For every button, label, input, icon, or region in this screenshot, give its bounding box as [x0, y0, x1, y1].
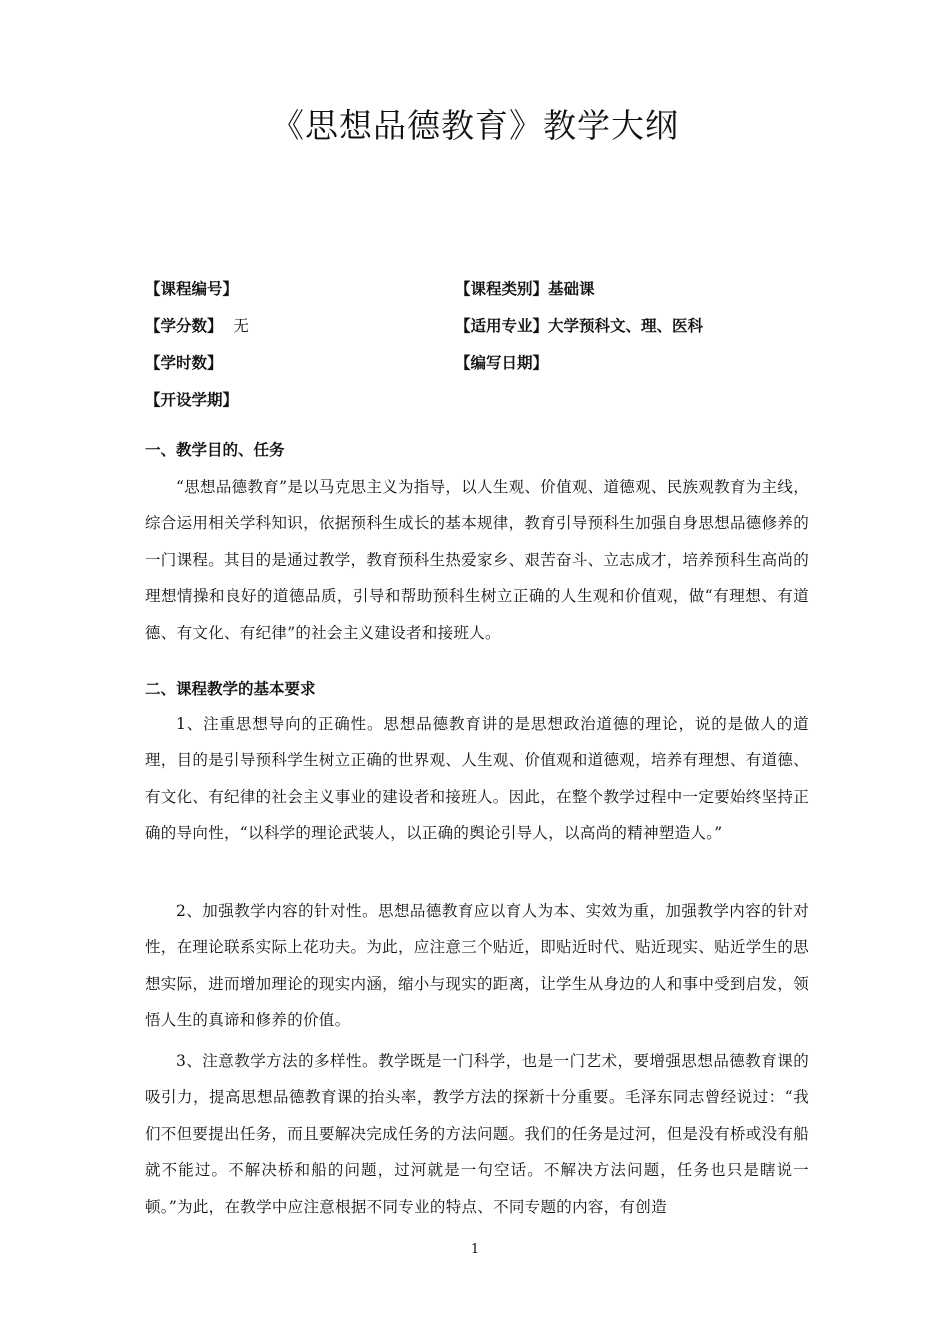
- page-title: 《思想品德教育》教学大纲: [271, 106, 679, 145]
- body-paragraph: 1、注重思想导向的正确性。思想品德教育讲的是思想政治道德的理论，说的是做人的道理，目的是引导预科学生树立正确的世界观、人生观、价值观和道德观，培养有理想、有道德、有文化、有纪律的社会主义事业的建设者和接班人。因此，在整个教学过程中一定要始终坚持正确的导向性，“以科学的理论武装人，以正确的舆论引导人，以高尚的精神塑造人。”: [145, 715, 809, 843]
- semester: [145, 388, 238, 412]
- course-code: [145, 277, 238, 301]
- credits-label: 【学分数】: [145, 317, 223, 335]
- meta-row: [145, 277, 825, 314]
- course-type: [455, 277, 595, 301]
- body-paragraph: 3、注意教学方法的多样性。教学既是一门科学，也是一门艺术，要增强思想品德教育课的吸引力，提高思想品德教育课的抬头率，教学方法的探新十分重要。毛泽东同志曾经说过：“我们不但要提出任务，而且要解决完成任务的方法问题。我们的任务是过河，但是没有桥或没有船就不能过。不解决桥和船的问题，过河就是一句空话。不解决方法问题，任务也只是瞎说一顿。”为此，在教学中应注意根据不同专业的特点、不同专题的内容，有创造: [145, 1052, 809, 1216]
- course-type-label: 【课程类别】: [455, 280, 549, 298]
- meta-row: [145, 351, 825, 388]
- section-heading: 二、课程教学的基本要求: [145, 680, 316, 698]
- course-info: [145, 277, 825, 425]
- body-paragraph: 2、加强教学内容的针对性。思想品德教育应以育人为本、实效为重，加强教学内容的针对性，在理论联系实际上花功夫。为此，应注意三个贴近，即贴近时代、贴近现实、贴近学生的思想实际，进而增加理论的现实内涵，缩小与现实的距离，让学生从身边的人和事中受到启发，领悟人生的真谛和修养的价值。: [145, 902, 809, 1030]
- written-date: [455, 351, 548, 375]
- page-number: 1: [470, 1242, 480, 1257]
- semester-label: 【开设学期】: [145, 391, 239, 409]
- body-paragraph: “思想品德教育”是以马克思主义为指导，以人生观、价值观、道德观、民族观教育为主线，综合运用相关学科知识，依据预科生成长的基本规律，教育引导预科生加强自身思想品德修养的一门课程。其目的是通过教学，教育预科生热爱家乡、艰苦奋斗、立志成才，培养预科生高尚的理想情操和良好的道德品质，引导和帮助预科生树立正确的人生观和价值观，做“有理想、有道德、有文化、有纪律”的社会主义建设者和接班人。: [145, 478, 809, 642]
- section-heading: 一、教学目的、任务: [145, 441, 285, 459]
- major-value: 大学预科文、理、医科: [548, 317, 704, 335]
- credits: [145, 314, 249, 338]
- meta-row: [145, 314, 825, 351]
- major-label: 【适用专业】: [455, 317, 549, 335]
- hours-label: 【学时数】: [145, 354, 223, 372]
- course-code-label: 【课程编号】: [145, 280, 239, 298]
- meta-row: [145, 388, 825, 425]
- applicable-major: [455, 314, 703, 338]
- course-type-value: 基础课: [548, 280, 595, 298]
- credits-value: 无: [233, 317, 249, 335]
- class-hours: [145, 351, 223, 375]
- date-label: 【编写日期】: [455, 354, 549, 372]
